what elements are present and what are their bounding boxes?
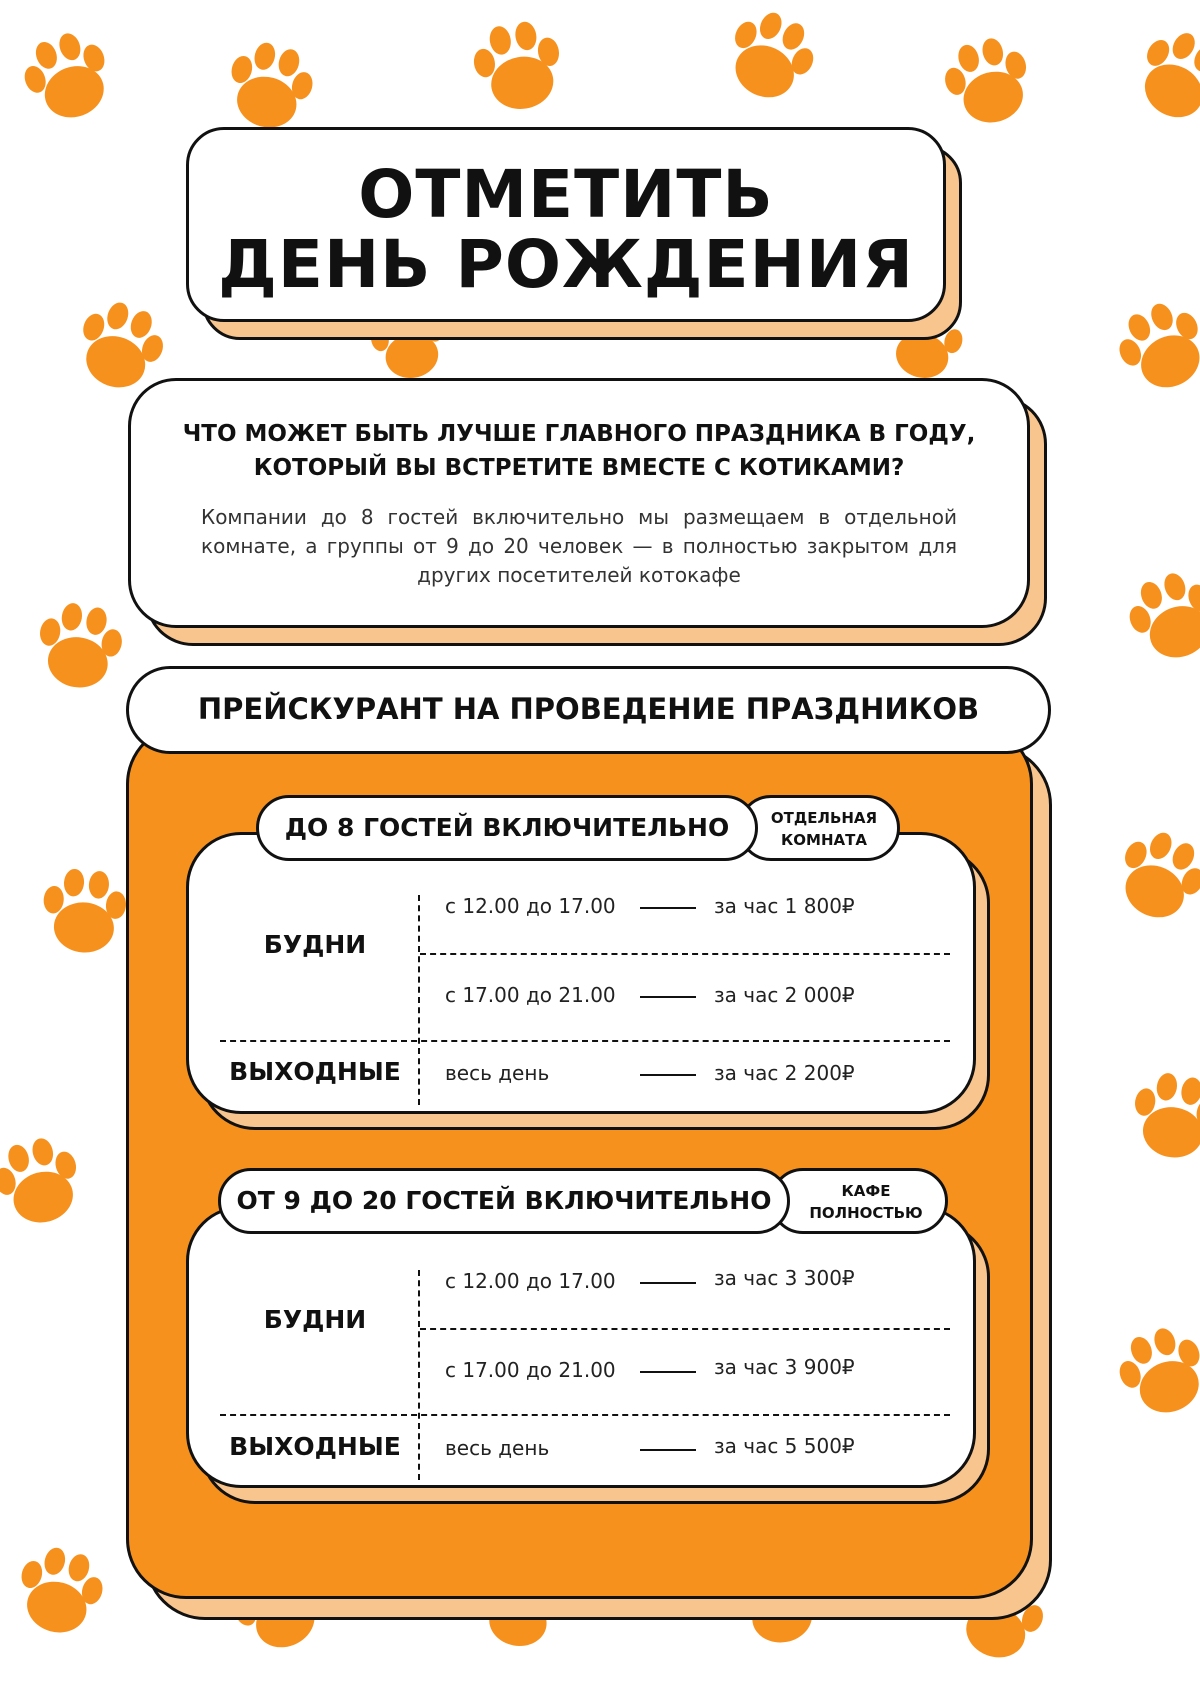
- paw-print-icon: [468, 17, 567, 116]
- paw-print-icon: [1110, 1319, 1200, 1425]
- title-line-1: ОТМЕТИТЬ: [358, 156, 774, 233]
- paw-print-icon: [9, 1541, 110, 1642]
- group-1-row-2-dash: [640, 996, 696, 998]
- paw-print-icon: [1107, 292, 1200, 402]
- group-2-row-2-time: с 17.00 до 21.00: [445, 1358, 616, 1382]
- paw-print-icon: [1127, 1068, 1200, 1164]
- group-1-tag-line-1: ОТДЕЛЬНАЯ: [770, 809, 878, 827]
- group-1-row-3-price: за час 2 200₽: [714, 1061, 855, 1085]
- group-1-divider-vertical: [418, 895, 420, 1105]
- group-2-tag: [770, 1168, 948, 1234]
- paw-print-icon: [0, 1131, 88, 1232]
- paw-print-icon: [1106, 821, 1200, 931]
- group-1-row-2-price: за час 2 000₽: [714, 983, 855, 1007]
- group-2-row-3-price: за час 5 500₽: [714, 1434, 855, 1458]
- group-2-title-pill: [218, 1168, 790, 1234]
- price-list-heading-pill: [126, 666, 1051, 754]
- group-1-title-pill: [256, 795, 758, 861]
- group-1-divider-weekday: [420, 953, 950, 955]
- group-2-title: ОТ 9 ДО 20 ГОСТЕЙ ВКЛЮЧИТЕЛЬНО: [236, 1186, 772, 1215]
- paw-print-icon: [15, 24, 121, 130]
- paw-print-icon: [1120, 564, 1200, 670]
- group-1-row-1-price: за час 1 800₽: [714, 894, 855, 918]
- paw-print-icon: [937, 31, 1038, 132]
- group-1-row-3-dash: [640, 1074, 696, 1076]
- group-2-divider-weekday: [420, 1328, 950, 1330]
- group-2-row-2-dash: [640, 1371, 696, 1373]
- group-2-row-1-dash: [640, 1282, 696, 1284]
- paw-print-icon: [39, 866, 128, 955]
- group-1-row-2-time: с 17.00 до 21.00: [445, 983, 616, 1007]
- group-1-weekend-label: ВЫХОДНЫЕ: [229, 1057, 401, 1086]
- intro-heading-line-2: КОТОРЫЙ ВЫ ВСТРЕТИТЕ ВМЕСТЕ С КОТИКАМИ?: [253, 455, 905, 481]
- group-2-row-1-price: за час 3 300₽: [714, 1266, 855, 1290]
- group-2-tag-line-1: КАФЕ: [841, 1182, 891, 1200]
- group-1-row-3-time: весь день: [445, 1061, 550, 1085]
- intro-heading-line-1: ЧТО МОЖЕТ БЫТЬ ЛУЧШЕ ГЛАВНОГО ПРАЗДНИКА В ГОДУ,: [182, 421, 976, 447]
- group-2-tag-line-2: ПОЛНОСТЬЮ: [809, 1204, 923, 1222]
- group-2-weekdays-label: БУДНИ: [263, 1305, 367, 1334]
- group-1-tag: [738, 795, 900, 861]
- group-1-row-1-dash: [640, 907, 696, 909]
- group-1-weekdays-label: БУДНИ: [263, 930, 367, 959]
- group-2-row-2-price: за час 3 900₽: [714, 1355, 855, 1379]
- group-2-divider-weekend: [220, 1414, 950, 1416]
- intro-body: Компании до 8 гостей включительно мы размещаем в отдельной комнате, а группы от 9 до 20 человек — в полностью закрытом для других посетителей котокафе: [201, 505, 957, 587]
- group-1-title: ДО 8 ГОСТЕЙ ВКЛЮЧИТЕЛЬНО: [284, 813, 730, 842]
- group-1-divider-weekend: [220, 1040, 950, 1042]
- title-card: [186, 127, 946, 322]
- paw-print-icon: [32, 598, 128, 694]
- group-1-tag-line-2: КОМНАТА: [781, 831, 867, 849]
- group-2-row-1-time: с 12.00 до 17.00: [445, 1269, 616, 1293]
- group-2-divider-vertical: [418, 1270, 420, 1480]
- group-1-row-1-time: с 12.00 до 17.00: [445, 894, 616, 918]
- group-2-weekend-label: ВЫХОДНЫЕ: [229, 1432, 401, 1461]
- price-list-heading: ПРЕЙСКУРАНТ НА ПРОВЕДЕНИЕ ПРАЗДНИКОВ: [197, 692, 980, 726]
- group-2-row-3-dash: [640, 1449, 696, 1451]
- paw-print-icon: [716, 1, 826, 111]
- title-line-2: ДЕНЬ РОЖДЕНИЯ: [218, 226, 914, 303]
- group-2-row-3-time: весь день: [445, 1436, 550, 1460]
- intro-card: [128, 378, 1030, 628]
- paw-print-icon: [219, 36, 320, 137]
- paw-print-icon: [1124, 20, 1200, 133]
